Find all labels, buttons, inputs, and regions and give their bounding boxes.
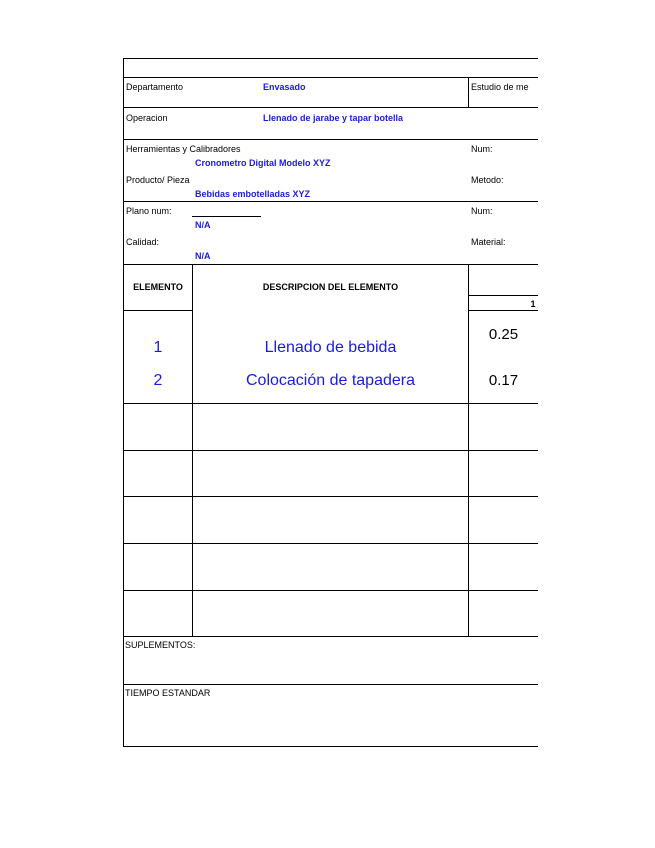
- row-2-tiempo: 0.17: [488, 372, 519, 389]
- num-label-2: Num:: [471, 206, 493, 216]
- divider: [123, 201, 538, 202]
- divider: [123, 264, 538, 265]
- row-1-tiempo: 0.25: [488, 326, 519, 343]
- row-divider: [123, 403, 538, 404]
- row-divider: [123, 496, 538, 497]
- calidad-value: N/A: [195, 251, 211, 261]
- divider: [123, 139, 538, 140]
- row-divider: [123, 636, 538, 637]
- departamento-value: Envasado: [263, 82, 306, 92]
- divider: [123, 310, 193, 311]
- material-label: Material:: [471, 237, 506, 247]
- row-2-elemento: 2: [153, 372, 163, 389]
- herramientas-label: Herramientas y Calibradores: [126, 144, 241, 154]
- calidad-label: Calidad:: [126, 237, 160, 247]
- row-divider: [123, 543, 538, 544]
- row-1-descripcion: Llenado de bebida: [264, 339, 397, 356]
- operacion-label: Operacion: [126, 113, 168, 123]
- form-top-border: [123, 58, 538, 59]
- divider: [468, 310, 538, 311]
- row-1-elemento: 1: [153, 339, 163, 356]
- plano-value: N/A: [195, 220, 211, 230]
- divider: [468, 295, 538, 296]
- plano-label: Plano num:: [126, 206, 172, 216]
- producto-value: Bebidas embotelladas XYZ: [195, 189, 311, 199]
- form-bottom-border: [123, 746, 538, 747]
- row-divider: [123, 450, 538, 451]
- divider: [468, 77, 469, 108]
- tiempo-estandar-label: TIEMPO ESTANDAR: [125, 688, 211, 698]
- metodo-label: Metodo:: [471, 175, 504, 185]
- col-header-elemento: ELEMENTO: [133, 282, 183, 292]
- col-header-number: 1: [530, 299, 536, 309]
- divider: [123, 107, 538, 108]
- suplementos-label: SUPLEMENTOS:: [125, 640, 196, 650]
- divider: [123, 77, 538, 78]
- estudio-label: Estudio de me: [471, 82, 529, 92]
- herramientas-value: Cronometro Digital Modelo XYZ: [195, 158, 331, 168]
- divider: [123, 684, 538, 685]
- producto-label: Producto/ Pieza: [126, 175, 190, 185]
- plano-underline: [192, 216, 261, 217]
- col-header-descripcion: DESCRIPCION DEL ELEMENTO: [262, 282, 399, 292]
- row-2-descripcion: Colocación de tapadera: [245, 372, 415, 389]
- operacion-value: Llenado de jarabe y tapar botella: [263, 113, 404, 123]
- num-label-1: Num:: [471, 144, 493, 154]
- departamento-label: Departamento: [126, 82, 184, 92]
- row-divider: [123, 590, 538, 591]
